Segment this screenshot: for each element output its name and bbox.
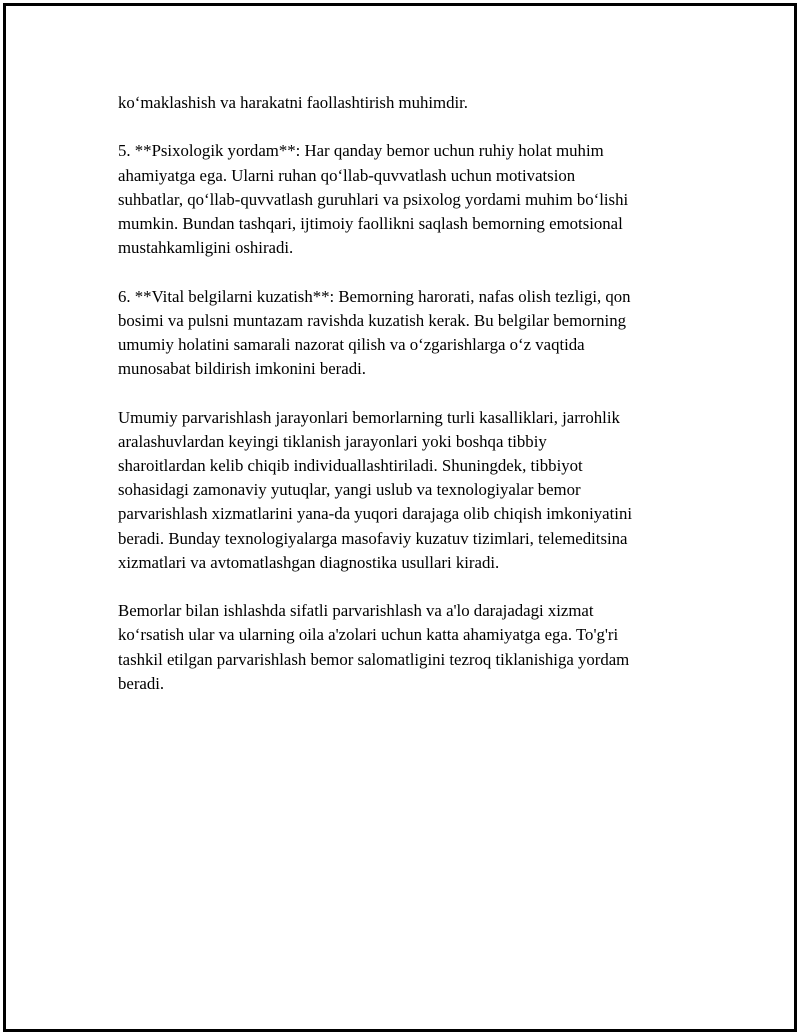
text-line: aralashuvlardan keyingi tiklanish jarayonlari yoki boshqa tibbiy (118, 431, 547, 451)
paragraph-psychological-support (118, 139, 690, 260)
paragraph-general-care (118, 406, 690, 575)
paragraph-intro (118, 91, 690, 115)
text-line: bosimi va pulsni muntazam ravishda kuzatish kerak. Bu belgilar bemorning (118, 310, 626, 330)
text-line: beradi. Bunday texnologiyalarga masofaviy kuzatuv tizimlari, telemeditsina (118, 528, 628, 548)
text-line: tashkil etilgan parvarishlash bemor salomatligini tezroq tiklanishiga yordam (118, 649, 630, 669)
text-line: 5. **Psixologik yordam**: Har qanday bemor uchun ruhiy holat muhim (118, 141, 604, 161)
text-line: xizmatlari va avtomatlashgan diagnostika usullari kiradi. (118, 552, 500, 572)
paragraph-conclusion (118, 599, 690, 696)
text-line: koʻmaklashish va harakatni faollashtirish muhimdir. (118, 93, 469, 112)
document-body (118, 91, 690, 696)
text-line: mustahkamligini oshiradi. (118, 238, 294, 258)
text-line: suhbatlar, qoʻllab-quvvatlash guruhlari va psixolog yordami muhim boʻlishi (118, 189, 629, 209)
text-line: sharoitlardan kelib chiqib individuallashtiriladi. Shuningdek, tibbiyot (118, 456, 583, 475)
text-line: beradi. (118, 673, 165, 693)
text-line: Bemorlar bilan ishlashda sifatli parvarishlash va a'lo darajadagi xizmat (118, 601, 594, 621)
text-line: ahamiyatga ega. Ularni ruhan qoʻllab-quvvatlash uchun motivatsion (118, 165, 576, 185)
text-line: mumkin. Bundan tashqari, ijtimoiy faollikni saqlash bemorning emotsional (118, 214, 623, 233)
text-line: koʻrsatish ular va ularning oila a'zolari uchun katta ahamiyatga ega. To'g'ri (118, 625, 619, 645)
text-line: Umumiy parvarishlash jarayonlari bemorlarning turli kasalliklari, jarrohlik (118, 407, 620, 427)
text-line: umumiy holatini samarali nazorat qilish va oʻzgarishlarga oʻz vaqtida (118, 335, 585, 354)
paragraph-vital-signs (118, 285, 690, 382)
text-line: 6. **Vital belgilarni kuzatish**: Bemorning harorati, nafas olish tezligi, qon (118, 286, 631, 306)
text-line: sohasidagi zamonaviy yutuqlar, yangi uslub va texnologiyalar bemor (118, 480, 581, 500)
text-line: munosabat bildirish imkonini beradi. (118, 359, 366, 379)
text-line: parvarishlash xizmatlarini yana-da yuqori darajaga olib chiqish imkoniyatini (118, 504, 633, 524)
